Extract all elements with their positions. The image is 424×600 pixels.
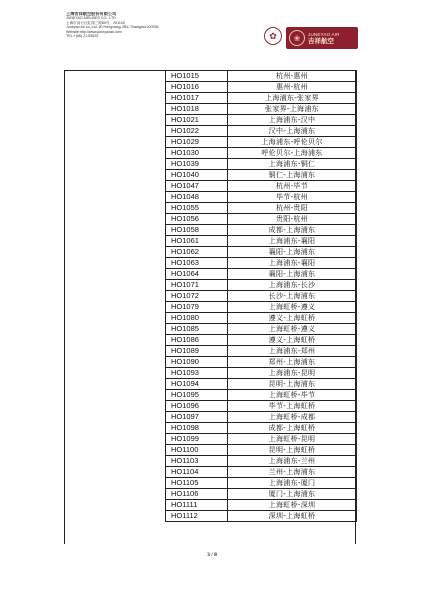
table-row <box>166 412 357 423</box>
flight-code: HO1095 <box>166 390 228 401</box>
flight-route: 惠州-杭州 <box>228 82 357 93</box>
flight-route: 上海浦东-襄阳 <box>228 258 357 269</box>
flight-code: HO1064 <box>166 269 228 280</box>
table-row <box>166 236 357 247</box>
flight-code: HO1090 <box>166 357 228 368</box>
table-row <box>166 401 357 412</box>
flower-icon: ❀ <box>289 30 305 46</box>
table-row <box>166 258 357 269</box>
website: Website:http://www.juneyaoair.com <box>66 29 122 34</box>
flight-route: 上海虹桥-成都 <box>228 412 357 423</box>
table-row <box>166 489 357 500</box>
table-row <box>166 137 357 148</box>
flight-route: 上海浦东-呼伦贝尔 <box>228 137 357 148</box>
table-row <box>166 324 357 335</box>
flight-code: HO1111 <box>166 500 228 511</box>
table-row <box>166 335 357 346</box>
flight-route: 遵义-上海虹桥 <box>228 313 357 324</box>
table-row <box>166 71 357 82</box>
flight-code: HO1071 <box>166 280 228 291</box>
flight-route: 兰州-上海浦东 <box>228 467 357 478</box>
table-row <box>166 511 357 522</box>
flight-route: 上海虹桥-遵义 <box>228 324 357 335</box>
flight-code: HO1105 <box>166 478 228 489</box>
flight-code: HO1016 <box>166 82 228 93</box>
flight-code: HO1103 <box>166 456 228 467</box>
table-row <box>166 500 357 511</box>
flight-code: HO1080 <box>166 313 228 324</box>
flight-route: 上海浦东-昆明 <box>228 368 357 379</box>
flight-code: HO1021 <box>166 115 228 126</box>
table-row <box>166 269 357 280</box>
table-row <box>166 192 357 203</box>
flight-code: HO1039 <box>166 159 228 170</box>
flight-route: 上海浦东-张家界 <box>228 93 357 104</box>
table-row <box>166 445 357 456</box>
flight-route: 铜仁-上海浦东 <box>228 170 357 181</box>
flight-code: HO1040 <box>166 170 228 181</box>
table-row <box>166 280 357 291</box>
flight-route: 上海虹桥-毕节 <box>228 390 357 401</box>
table-row <box>166 148 357 159</box>
flight-code: HO1056 <box>166 214 228 225</box>
flight-route: 昆明-上海虹桥 <box>228 445 357 456</box>
flight-route: 长沙-上海浦东 <box>228 291 357 302</box>
table-row <box>166 247 357 258</box>
flight-code: HO1104 <box>166 467 228 478</box>
table-row <box>166 456 357 467</box>
flight-code: HO1094 <box>166 379 228 390</box>
table-row <box>166 346 357 357</box>
flight-code: HO1017 <box>166 93 228 104</box>
flight-route: 上海虹桥-遵义 <box>228 302 357 313</box>
flight-route: 贵阳-杭州 <box>228 214 357 225</box>
flight-route: 上海浦东-长沙 <box>228 280 357 291</box>
address-en: Juneyao Air co.,Ltd. 80 Hongxiang 3Rd, Shanghai 200336 <box>66 25 159 30</box>
logo-text-cn: 吉祥航空 <box>308 38 334 45</box>
flight-route: 杭州-惠州 <box>228 71 357 82</box>
logo-text-en: JUNEYAO AIR <box>308 32 340 37</box>
flight-route: 毕节-杭州 <box>228 192 357 203</box>
flight-code: HO1096 <box>166 401 228 412</box>
flight-code: HO1055 <box>166 203 228 214</box>
flight-code: HO1062 <box>166 247 228 258</box>
table-row <box>166 379 357 390</box>
table-row <box>166 126 357 137</box>
flight-code: HO1086 <box>166 335 228 346</box>
flight-route: 毕节-上海虹桥 <box>228 401 357 412</box>
flight-route: 汉中-上海浦东 <box>228 126 357 137</box>
table-row <box>166 390 357 401</box>
flight-route: 上海虹桥-深圳 <box>228 500 357 511</box>
flight-route: 遵义-上海虹桥 <box>228 335 357 346</box>
company-name-en: JUNEYAO AIRLINES CO., LTD <box>66 16 116 21</box>
table-row <box>166 115 357 126</box>
flight-code: HO1015 <box>166 71 228 82</box>
table-row <box>166 225 357 236</box>
flight-code: HO1098 <box>166 423 228 434</box>
table-row <box>166 181 357 192</box>
flight-route-table <box>165 70 357 522</box>
flight-code: HO1018 <box>166 104 228 115</box>
company-info <box>66 12 216 38</box>
page-number: 3 / 8 <box>207 552 217 558</box>
telephone: TEL:+(86) 21-95520 <box>66 34 99 39</box>
table-row <box>166 478 357 489</box>
table-row <box>166 104 357 115</box>
flight-route: 厦门-上海浦东 <box>228 489 357 500</box>
table-row <box>166 302 357 313</box>
table-row <box>166 93 357 104</box>
flight-code: HO1093 <box>166 368 228 379</box>
page-header <box>0 0 424 64</box>
flight-route: 上海浦东-郑州 <box>228 346 357 357</box>
flight-code: HO1089 <box>166 346 228 357</box>
flight-route: 昆明-上海浦东 <box>228 379 357 390</box>
flight-route: 杭州-毕节 <box>228 181 357 192</box>
flight-code: HO1072 <box>166 291 228 302</box>
table-row <box>166 82 357 93</box>
flight-route: 呼伦贝尔-上海浦东 <box>228 148 357 159</box>
flight-code: HO1058 <box>166 225 228 236</box>
flight-route: 郑州-上海浦东 <box>228 357 357 368</box>
flight-code: HO1029 <box>166 137 228 148</box>
flight-route: 上海浦东-襄阳 <box>228 236 357 247</box>
flight-code: HO1063 <box>166 258 228 269</box>
flight-route: 上海浦东-兰州 <box>228 456 357 467</box>
flight-route: 上海浦东-铜仁 <box>228 159 357 170</box>
flight-route: 成都-上海浦东 <box>228 225 357 236</box>
table-row <box>166 467 357 478</box>
flight-route: 上海浦东-厦门 <box>228 478 357 489</box>
flight-code: HO1047 <box>166 181 228 192</box>
table-row <box>166 423 357 434</box>
table-row <box>166 291 357 302</box>
table-row <box>166 434 357 445</box>
flight-code: HO1099 <box>166 434 228 445</box>
flight-code: HO1061 <box>166 236 228 247</box>
table-row <box>166 159 357 170</box>
flight-route: 成都-上海虹桥 <box>228 423 357 434</box>
flight-route: 襄阳-上海浦东 <box>228 269 357 280</box>
juneyao-logo <box>286 27 358 49</box>
table-row <box>166 368 357 379</box>
flight-code: HO1100 <box>166 445 228 456</box>
table-row <box>166 214 357 225</box>
flight-route: 深圳-上海虹桥 <box>228 511 357 522</box>
flight-route: 上海虹桥-昆明 <box>228 434 357 445</box>
flight-code: HO1079 <box>166 302 228 313</box>
flight-code: HO1106 <box>166 489 228 500</box>
table-row <box>166 313 357 324</box>
flight-code: HO1097 <box>166 412 228 423</box>
flight-code: HO1022 <box>166 126 228 137</box>
flight-code: HO1030 <box>166 148 228 159</box>
flight-code: HO1085 <box>166 324 228 335</box>
flight-route: 杭州-贵阳 <box>228 203 357 214</box>
table-row <box>166 203 357 214</box>
flight-code: HO1112 <box>166 511 228 522</box>
table-row <box>166 357 357 368</box>
flight-route: 张家界-上海浦东 <box>228 104 357 115</box>
address-cn: 上海市闵行区虹翔三路80号，201100 <box>66 20 125 25</box>
company-name-cn: 上海吉祥航空股份有限公司 <box>66 12 117 16</box>
flight-route: 襄阳-上海浦东 <box>228 247 357 258</box>
seal-icon: ✿ <box>264 27 282 45</box>
table-row <box>166 170 357 181</box>
flight-route: 上海浦东-汉中 <box>228 115 357 126</box>
flight-code: HO1048 <box>166 192 228 203</box>
flight-table-container <box>64 70 356 544</box>
